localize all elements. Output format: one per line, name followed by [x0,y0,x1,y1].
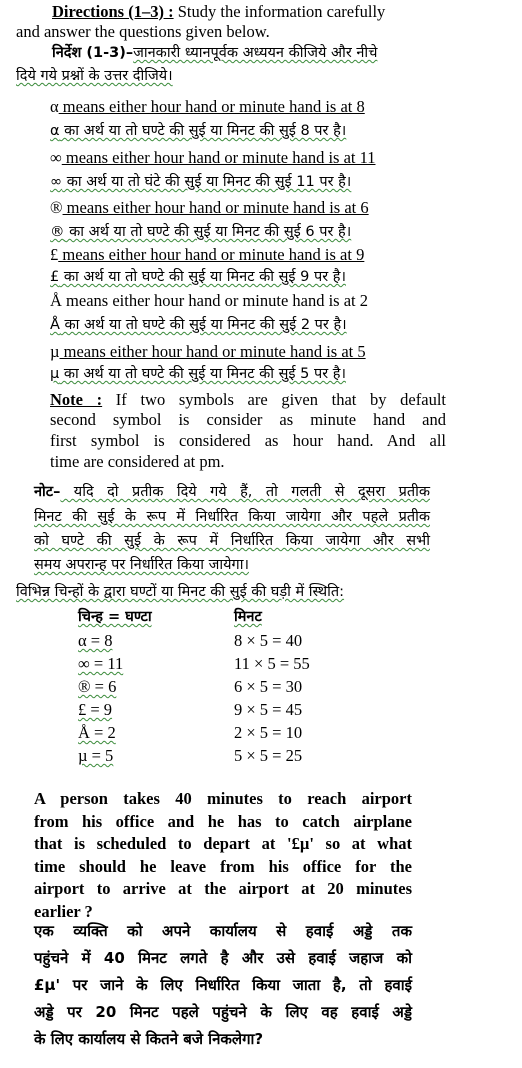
note-hindi-line-4: समय अपरान्ह पर निर्धारित किया जायेगा। [34,557,249,573]
question-en-line: that is scheduled to depart at '£µ' so at what [34,834,412,853]
question-hi-line: के लिए कार्यालय से कितने बजे निकलेगा? [34,1030,264,1048]
question-en-line: earlier ? [34,901,93,921]
question-en-line: time should he leave from his office for the [34,856,412,876]
position-heading: विभिन्न चिन्हों के द्वारा घण्टों या मिनट की सुई की घड़ी में स्थिति: [16,584,345,600]
rule-symbol: ® [50,224,65,240]
question-hi-line: £µ' पर जाने के लिए निर्धारित किया जाता है, तो हवाई [34,976,412,994]
rule-hi-text: का अर्थ या तो घंटे की सुई या मिनट की सुई 11 पर है। [62,174,352,190]
rule-symbol: α [50,97,59,116]
rule-symbol: ® [50,198,63,217]
table-cell-hour: £ = 9 [78,700,113,719]
rule-en-text: means either hour hand or minute hand is at 11 [61,148,376,167]
table-header-minute: मिनट [234,609,262,625]
directions-line-1 [52,2,385,22]
directions-label: Directions (1–3) : [52,2,174,21]
directions-text-1: Study the information carefully [173,2,386,21]
question-hi-line: एक व्यक्ति को अपने कार्यालय से हवाई अड्डे तक [34,922,412,940]
directions-hindi-text-1: जानकारी ध्यानपूर्वक अध्ययन कीजिये और नीचे [133,45,378,61]
rule-symbol: µ [50,342,60,361]
note-hindi-line-2: मिनट की सुई के रूप में निर्धारित किया जायेगा और पहले प्रतीक [34,509,430,525]
table-cell-hour: Å = 2 [78,723,116,742]
rule-en-text: means either hour hand or minute hand is at 9 [58,245,365,264]
note-hindi-text-1: यदि दो प्रतीक दिये गये हैं, तो गलती से दूसरा प्रतीक [60,484,430,500]
note-hindi-label: नोट– [34,484,61,500]
table-cell-hour: α = 8 [78,631,113,650]
rule-hi [50,315,347,335]
table-cell-hour: µ = 5 [78,746,114,765]
table-cell-minute: 8 × 5 = 40 [234,631,303,650]
rule-en [50,198,369,218]
rule-hi [50,364,346,384]
rule-hi-text: का अर्थ या तो घण्टे की सुई या मिनट की सुई 5 पर है। [59,366,346,382]
rule-en [50,245,364,265]
rule-en-text: means either hour hand or minute hand is at 5 [59,342,366,361]
table-cell-minute: 6 × 5 = 30 [234,677,303,696]
rule-en-text: means either hour hand or minute hand is at 2 [61,291,369,310]
question-hindi [34,918,412,1053]
rule-hi [50,267,346,287]
rule-en-text: means either hour hand or minute hand is at 6 [62,198,369,217]
note-line-2: second symbol is consider as minute hand and [50,410,446,429]
rule-symbol: ∞ [50,148,62,167]
rule-symbol: £ [50,245,59,264]
rule-hi [50,121,346,141]
table-cell-minute: 2 × 5 = 10 [234,723,303,742]
rule-en-text: means either hour hand or minute hand is at 8 [58,97,365,116]
rule-symbol: Å [50,317,60,333]
rule-en [50,291,368,311]
directions-hindi-label: निर्देश (1-3)– [52,45,134,61]
table-cell-minute: 9 × 5 = 45 [234,700,303,719]
rule-hi-text: का अर्थ या तो घण्टे की सुई या मिनट की सुई 8 पर है। [59,123,347,139]
note-line-4: time are considered at pm. [50,452,225,471]
rule-symbol: α [50,123,60,139]
rule-hi [50,222,351,242]
question-en-line: A person takes 40 minutes to reach airport [34,789,412,808]
note-line-3: first symbol is considered as hour hand. And all [50,431,446,450]
question-english [34,788,412,923]
note-text-1: If two symbols are given that by default [102,390,446,409]
note-hindi-line-3: को घण्टे की सुई के रूप में निर्धारित किया जायेगा और सभी [34,533,430,549]
directions-line-2: and answer the questions given below. [16,22,270,41]
note-label: Note : [50,390,103,409]
rule-en [50,342,366,362]
note-hindi-line-1 [34,482,430,502]
rule-hi-text: का अर्थ या तो घण्टे की सुई या मिनट की सुई 6 पर है। [64,224,352,240]
rule-hi-text: का अर्थ या तो घण्टे की सुई या मिनट की सुई 9 पर है। [59,269,346,285]
rule-hi-text: का अर्थ या तो घण्टे की सुई या मिनट की सुई 2 पर है। [59,317,347,333]
question-hi-line: अड्डे पर 20 मिनट पहले पहुंचने के लिए वह हवाई अड्डे [34,1003,412,1021]
table-cell-hour: ® = 6 [78,677,117,696]
rule-symbol: µ [50,366,60,382]
table-cell-minute: 11 × 5 = 55 [234,654,310,673]
table-header-symbol: चिन्ह = घण्टा [78,609,152,625]
rule-en [50,148,376,168]
note-line-1 [50,390,446,410]
rule-symbol: ∞ [50,174,63,190]
directions-hindi-line-2: दिये गये प्रश्नों के उत्तर दीजिये। [16,68,173,84]
rule-symbol: £ [50,269,60,285]
question-hi-line: पहुंचने में 40 मिनट लगते है और उसे हवाई जहाज को [34,949,412,967]
rule-symbol: Å [50,291,62,310]
question-en-line: airport to arrive at the airport at 20 minutes [34,879,412,898]
directions-hindi-line-1 [52,43,377,63]
table-cell-hour: ∞ = 11 [78,654,124,673]
table-cell-minute: 5 × 5 = 25 [234,746,303,765]
rule-en [50,97,365,117]
question-en-line: from his office and he has to catch airplane [34,811,412,831]
rule-hi [50,172,351,192]
